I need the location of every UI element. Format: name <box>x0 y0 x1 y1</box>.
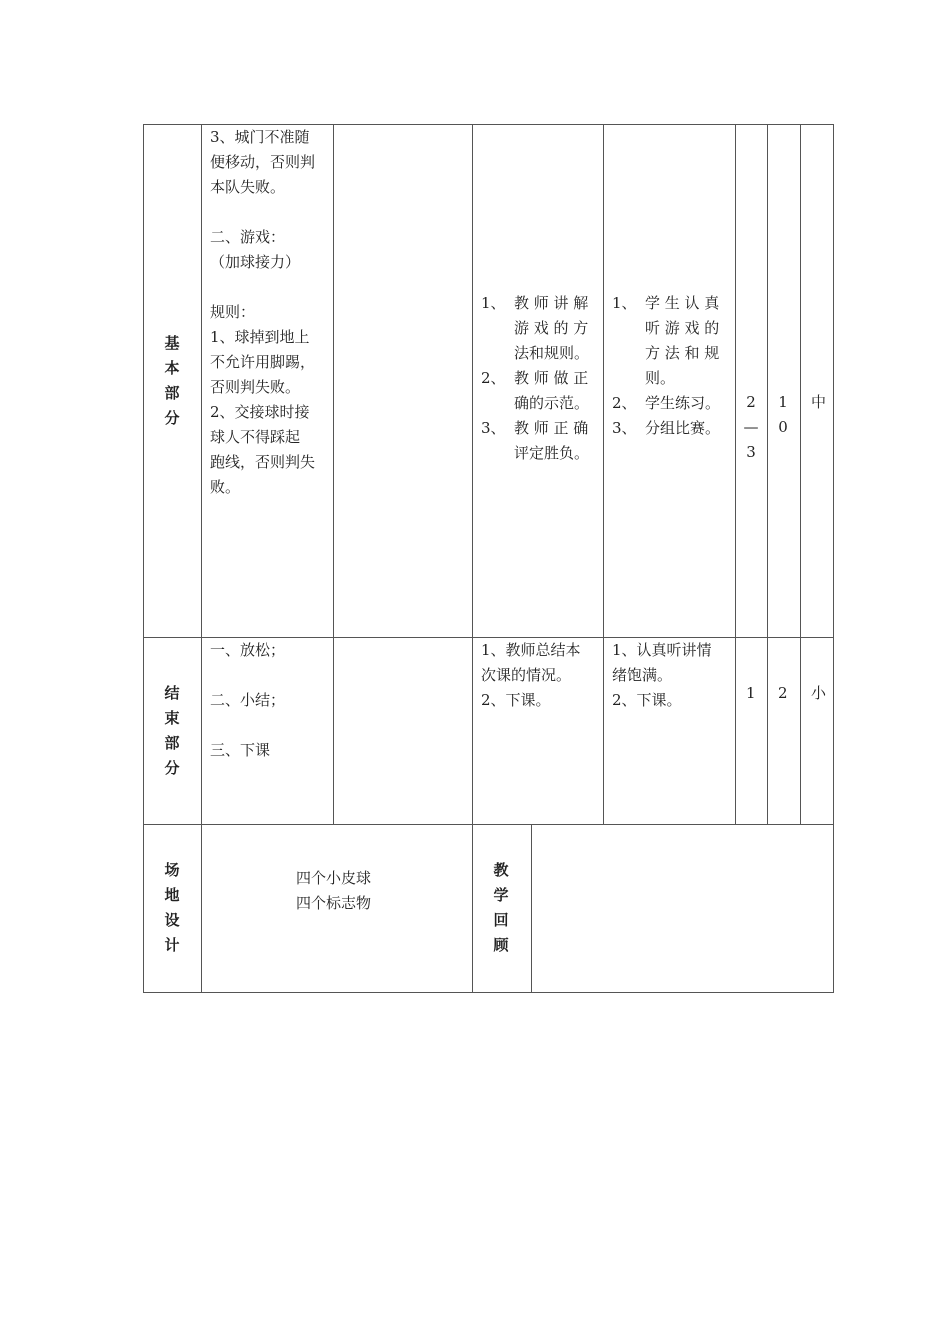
list-number: 2、 <box>612 394 637 412</box>
section-char: 部 <box>164 734 180 752</box>
review-content-area[interactable] <box>532 825 833 992</box>
ending-times: 1 <box>746 684 756 702</box>
section-char: 学 <box>493 886 509 904</box>
section-char: 结 <box>164 684 180 702</box>
ending-teacher-activities <box>481 638 581 713</box>
teacher-line: 教 师 正 确 <box>514 419 589 437</box>
teacher-line: 法和规则。 <box>514 344 590 362</box>
col-divider-section <box>201 124 202 993</box>
content-line: 三、下课 <box>210 741 271 759</box>
teacher-line: 1、教师总结本 <box>481 641 581 659</box>
times-char: — <box>743 418 759 436</box>
minutes-char: 1 <box>778 393 788 411</box>
table-border-bottom <box>143 992 834 993</box>
content-line: 不允许用脚踢， <box>210 353 316 371</box>
student-line: 方 法 和 规 <box>645 344 720 362</box>
content-line: 否则判失败。 <box>210 378 301 396</box>
teacher-line: 教 师 做 正 <box>514 369 589 387</box>
col-divider-times <box>767 124 768 825</box>
col-divider-minutes <box>800 124 801 825</box>
student-line: 1、认真听讲情 <box>612 641 712 659</box>
section-char: 设 <box>164 911 180 929</box>
content-line: 规则： <box>210 303 256 321</box>
section-char: 分 <box>164 759 180 777</box>
venue-line: 四个小皮球 <box>296 869 372 887</box>
col-divider-student <box>735 124 736 825</box>
teacher-line: 评定胜负。 <box>514 444 590 462</box>
student-line: 学生练习。 <box>645 394 721 412</box>
list-number: 3、 <box>481 419 506 437</box>
content-line: 败。 <box>210 478 241 496</box>
times-char: 3 <box>746 443 756 461</box>
ending-minutes: 2 <box>778 684 788 702</box>
content-line: （加球接力） <box>210 253 301 271</box>
section-char: 计 <box>164 936 180 954</box>
venue-line: 四个标志物 <box>296 894 372 912</box>
content-line: 球人不得踩起 <box>210 428 301 446</box>
basic-student-activities <box>612 291 720 441</box>
section-char: 基 <box>164 334 180 352</box>
ending-section-label <box>162 681 182 781</box>
times-char: 2 <box>746 393 756 411</box>
student-line: 听 游 戏 的 <box>645 319 720 337</box>
section-char: 束 <box>164 709 180 727</box>
student-line: 绪饱满。 <box>612 666 673 684</box>
section-char: 分 <box>164 409 180 427</box>
minutes-char: 0 <box>778 418 788 436</box>
student-line: 2、下课。 <box>612 691 682 709</box>
ending-content <box>210 638 285 763</box>
list-number: 1、 <box>612 294 637 312</box>
section-char: 部 <box>164 384 180 402</box>
section-char: 场 <box>164 861 180 879</box>
content-line <box>210 663 285 688</box>
venue-content <box>296 866 371 916</box>
list-number: 2、 <box>481 369 506 387</box>
teacher-line: 确的示范。 <box>514 394 590 412</box>
student-line: 分组比赛。 <box>645 419 721 437</box>
student-line: 学 生 认 真 <box>645 294 720 312</box>
col-divider-org <box>472 124 473 993</box>
content-line: 本队失败。 <box>210 178 286 196</box>
content-line: 1、球掉到地上 <box>210 328 310 346</box>
basic-times <box>741 390 761 465</box>
section-char: 顾 <box>493 936 509 954</box>
content-line <box>210 275 315 300</box>
content-line: 2、交接球时接 <box>210 403 310 421</box>
section-char: 回 <box>493 911 509 929</box>
content-line: 一、放松； <box>210 641 286 659</box>
section-char: 本 <box>164 359 180 377</box>
content-line: 便移动，否则判 <box>210 153 316 171</box>
basic-content <box>210 125 315 500</box>
basic-minutes <box>773 390 793 440</box>
section-char: 地 <box>164 886 180 904</box>
content-line <box>210 200 315 225</box>
review-section-label <box>491 858 511 958</box>
basic-section-label <box>162 331 182 431</box>
venue-section-label <box>162 858 182 958</box>
ending-student-activities <box>612 638 712 713</box>
basic-intensity: 中 <box>811 393 827 411</box>
ending-intensity: 小 <box>811 684 827 702</box>
teacher-line: 2、下课。 <box>481 691 551 709</box>
table-border-left <box>143 124 144 993</box>
content-line: 二、游戏： <box>210 228 286 246</box>
basic-teacher-activities <box>481 291 589 466</box>
section-char: 教 <box>493 861 509 879</box>
content-line: 3、城门不准随 <box>210 128 310 146</box>
list-number: 3、 <box>612 419 637 437</box>
content-line: 跑线，否则判失 <box>210 453 316 471</box>
col-divider-teacher <box>603 124 604 825</box>
teacher-line: 次课的情况。 <box>481 666 572 684</box>
teacher-line: 游 戏 的 方 <box>514 319 589 337</box>
content-line: 二、小结； <box>210 691 286 709</box>
list-number: 1、 <box>481 294 506 312</box>
table-border-right <box>833 124 834 993</box>
student-line: 则。 <box>645 369 676 387</box>
content-line <box>210 713 285 738</box>
teacher-line: 教 师 讲 解 <box>514 294 589 312</box>
col-divider-content <box>333 124 334 825</box>
